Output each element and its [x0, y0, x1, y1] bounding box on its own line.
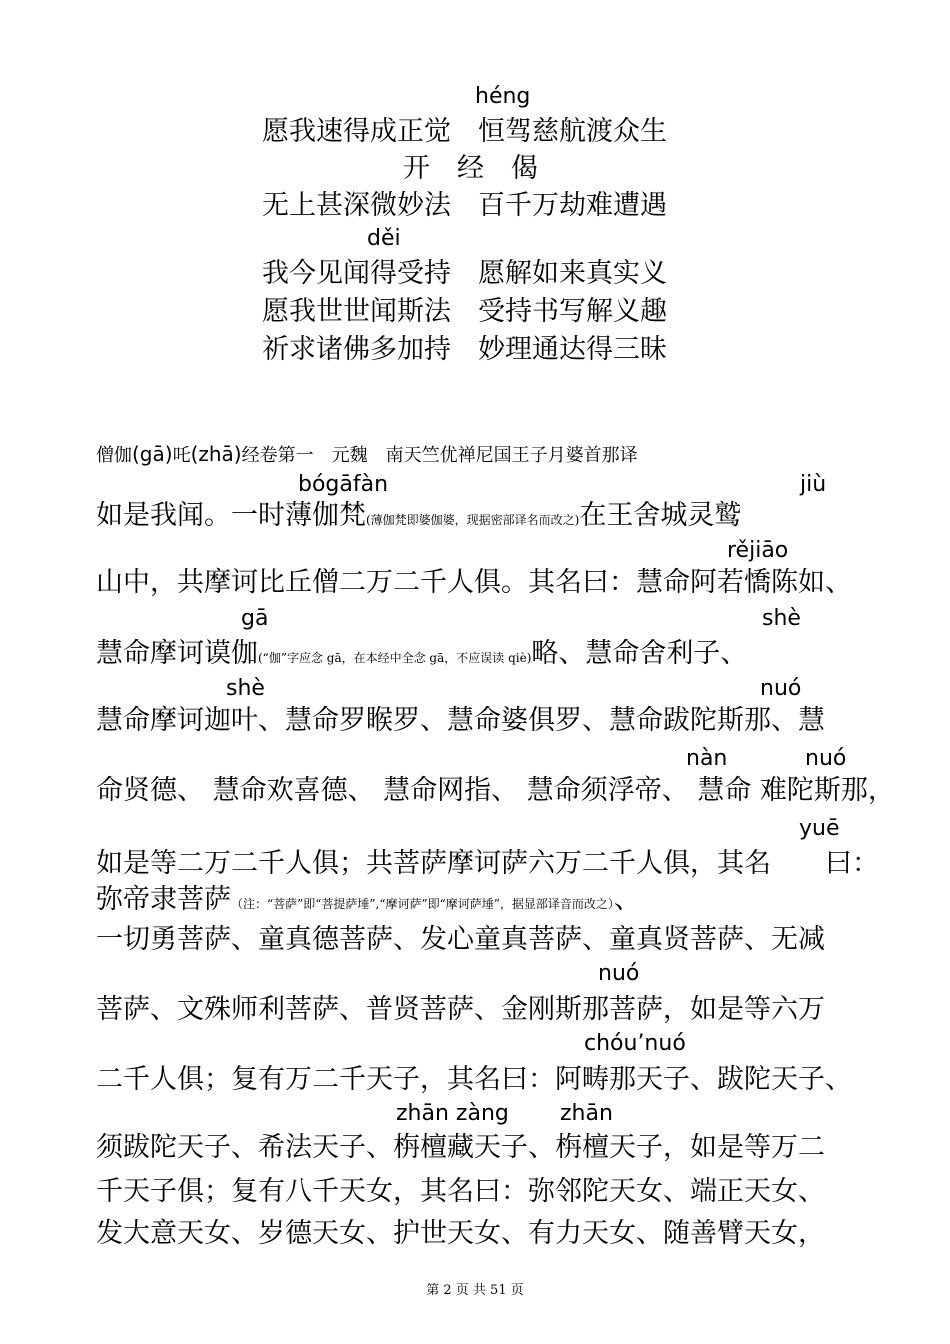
body-line-3 — [96, 637, 747, 675]
pinyin-zhan: zhān — [560, 1101, 613, 1126]
body-line-1-start: 如是我闻。一时薄伽梵 — [96, 500, 366, 531]
body-line-7-start: 弥帝隶菩萨 — [96, 884, 231, 915]
body-line-2: 山中，共摩诃比丘僧二万二千人俱。其名曰：慧命阿若憍陈如、 — [96, 567, 852, 598]
verse-line-3: 我今见闻得受持 愿解如来真实义 — [262, 258, 667, 289]
pinyin-nuo-2: nuó — [805, 746, 847, 771]
pinyin-zhanzang: zhān zàng — [396, 1101, 509, 1126]
body-line-3-start: 慧命摩诃谟伽 — [96, 638, 258, 669]
sutra-header-text-2: 吒 — [172, 445, 191, 466]
body-line-11: 须跋陀天子、希法天子、栴檀藏天子、栴檀天子，如是等万二 — [96, 1132, 825, 1163]
body-line-4: 慧命摩诃迦叶、慧命罗睺罗、慧命婆俱罗、慧命跋陀斯那、慧 — [96, 705, 825, 736]
page-number: 第 2 页 共 51 页 — [426, 1283, 524, 1298]
pinyin-yue: yuē — [799, 816, 840, 841]
sutra-header — [96, 442, 638, 468]
sutra-header-text-3: 经卷第一 元魏 南天竺优禅尼国王子月婆首那译 — [241, 445, 638, 466]
body-line-5: 命贤德、 慧命欢喜德、 慧命网指、 慧命须浮帝、 慧命 难陀斯那， — [96, 775, 895, 806]
body-line-3-end: 略、慧命舍利子、 — [531, 638, 748, 669]
body-line-13: 发大意天女、岁德天女、护世天女、有力天女、随善臂天女， — [96, 1218, 825, 1249]
body-line-7-end: 、 — [613, 884, 641, 915]
pinyin-jiu: jiù — [800, 472, 827, 497]
pinyin-nuo-1: nuó — [760, 676, 802, 701]
body-line-12: 千天子俱；复有八千天女，其名曰：弥邻陀天女、端正天女、 — [96, 1176, 825, 1207]
body-line-9: 菩萨、文殊师利菩萨、普贤菩萨、金刚斯那菩萨，如是等六万 — [96, 994, 825, 1025]
body-line-10: 二千人俱；复有万二千天子，其名曰：阿畴那天子、跋陀天子、 — [96, 1064, 852, 1095]
pinyin-nuo-3: nuó — [598, 961, 640, 986]
body-line-8: 一切勇菩萨、童真德菩萨、发心童真菩萨、童真贤菩萨、无减 — [96, 924, 825, 955]
verse-line-2: 无上甚深微妙法 百千万劫难遭遇 — [262, 190, 667, 221]
pinyin-ga: gā — [241, 606, 269, 631]
sutra-header-pinyin-1: (gā) — [132, 442, 173, 466]
body-line-1-end: 在王舍城灵鹫 — [579, 500, 742, 531]
body-line-6: 如是等二万二千人俱；共菩萨摩诃萨六万二千人俱，其名 曰： — [96, 848, 879, 879]
sutra-header-pinyin-2: (zhā) — [190, 442, 242, 466]
pinyin-dei: děi — [367, 226, 401, 251]
pinyin-she-1: shè — [762, 606, 801, 631]
verse-line-5: 祈求诸佛多加持 妙理通达得三昧 — [262, 334, 667, 365]
verse-line-4: 愿我世世闻斯法 受持书写解义趣 — [262, 296, 667, 327]
body-line-1 — [96, 499, 741, 537]
verse-line-1: 愿我速得成正觉 恒驾慈航渡众生 — [262, 116, 667, 147]
annotation-pusa: （注：“菩萨”即“菩提萨埵”,“摩诃萨”即“摩诃萨埵”，据显部译音而改之） — [231, 897, 614, 911]
pinyin-rejiao: rějiāo — [727, 538, 789, 563]
pinyin-bogafan: bógāfàn — [298, 472, 389, 497]
pinyin-nan: nàn — [686, 746, 728, 771]
pinyin-she-2: shè — [226, 676, 265, 701]
annotation-ga: (“伽”字应念 gā，在本经中全念 gā，不应误读 qiè) — [258, 651, 532, 665]
verse-title: 开 经 偈 — [403, 153, 538, 184]
body-line-7 — [96, 883, 641, 921]
pinyin-chounuo: chóu’nuó — [584, 1031, 686, 1056]
annotation-bogafan: (薄伽梵即婆伽婆，现据密部译名而改之) — [366, 513, 580, 527]
sutra-header-text-1: 僧伽 — [96, 445, 132, 466]
pinyin-heng: héng — [475, 84, 531, 109]
